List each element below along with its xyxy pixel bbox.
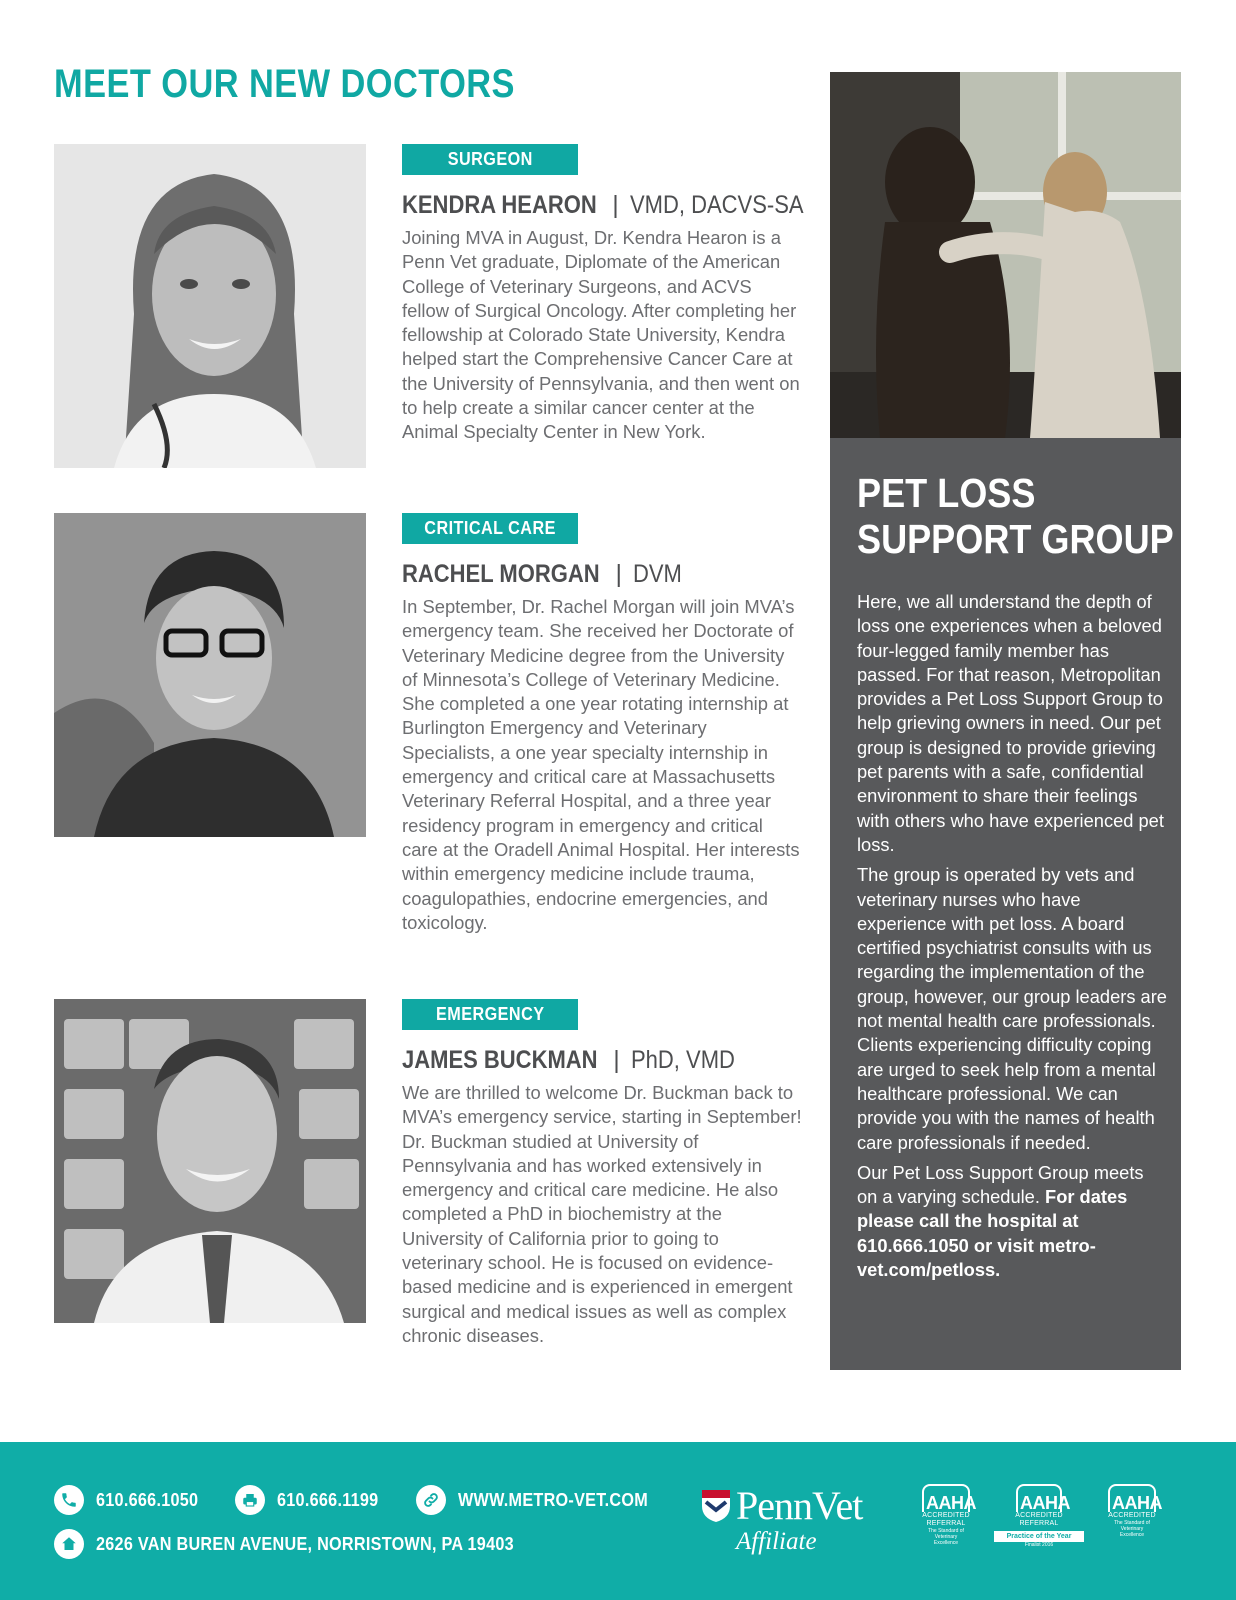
name-separator: |	[613, 1046, 620, 1074]
page-title: MEET OUR NEW DOCTORS	[54, 62, 515, 106]
pennvet-affiliate-logo	[700, 1482, 890, 1562]
doctor-card-morgan	[54, 513, 800, 963]
doctor-card-buckman	[54, 999, 802, 1379]
affiliate-label: Affiliate	[736, 1528, 817, 1555]
sidebar-paragraph: Our Pet Loss Support Group meets on a varying schedule. For dates please call the hospital at 610.666.1050 or visit metro-vet.com/petloss.	[857, 1161, 1144, 1281]
doctor-name-line	[402, 560, 802, 589]
penn-shield-icon	[700, 1488, 732, 1524]
doctor-credentials: VMD, DACVS-SA	[629, 191, 804, 219]
doctor-bio: We are thrilled to welcome Dr. Buckman back to MVA’s emergency service, starting in September! Dr. Buckman studied at University of Pennsylvania and has worked extensively in emergency and critical care medicine. He also completed a PhD in biochemistry at the University of California prior to going to veterinary school. He is focused on evidence-based medicine and is experienced in emergent surgical and medical issues as well as complex chronic diseases.	[402, 1082, 802, 1346]
sidebar-title: PET LOSS SUPPORT GROUP	[857, 470, 1174, 562]
doctor-bio: Joining MVA in August, Dr. Kendra Hearon is a Penn Vet graduate, Diplomate of the American College of Veterinary Surgeons, and ACVS fellow of Surgical Oncology. After completing her fellowship at Colorado State University, Kendra helped start the Comprehensive Cancer Care at the University of Pennsylvania, and then went on to help create a similar cancer center at the Animal Specialty Center in New York.	[402, 227, 800, 443]
home-icon	[54, 1529, 84, 1559]
pennvet-wordmark: PennVet	[736, 1483, 863, 1528]
doctor-info-hearon	[402, 144, 802, 445]
sidebar-paragraph: Here, we all understand the depth of loss one experiences when a beloved four-legged family member has passed. For that reason, Metropolitan provides a Pet Loss Support Group to help grieving owners in need. Our pet group is designed to provide grieving pet parents with a safe, confidential environment to share their feelings with others who have experienced pet loss.	[857, 591, 1164, 855]
doctor-name: JAMES BUCKMAN	[402, 1046, 598, 1074]
doctor-credentials: PhD, VMD	[630, 1046, 735, 1074]
specialty-badge: SURGEON	[402, 144, 578, 175]
footer-address: 2626 VAN BUREN AVENUE, NORRISTOWN, PA 19403	[54, 1529, 560, 1559]
doctor-info-buckman	[402, 999, 802, 1348]
aaha-badge-practice-of-year: AAHA ACCREDITED REFERRAL Practice of the Year Finalist 2016	[994, 1484, 1084, 1548]
doctor-info-morgan	[402, 513, 802, 935]
sidebar-call-to-action: For dates please call the hospital at 610.666.1050 or visit metro-vet.com/petloss.	[857, 1186, 1128, 1281]
link-icon	[416, 1485, 446, 1515]
specialty-badge: EMERGENCY	[402, 999, 578, 1030]
pet-loss-sidebar	[830, 72, 1181, 1370]
footer-website[interactable]: WWW.METRO-VET.COM	[416, 1485, 669, 1515]
doctor-credentials: DVM	[632, 560, 682, 588]
doctor-bio: In September, Dr. Rachel Morgan will join MVA’s emergency team. She received her Doctorate of Veterinary Medicine degree from the University of Minnesota’s College of Veterinary Medicine. She completed a one year rotating internship at Burlington Emergency and Veterinary Specialists, a one year specialty internship in emergency and critical care at Massachusetts Veterinary Referral Hospital, and a three year residency program in emergency and critical care at the Oradell Animal Hospital. Her interests within emergency medicine include trauma, coagulopathies, endocrine emergencies, and toxicology.	[402, 596, 800, 933]
pet-loss-photo	[830, 72, 1181, 438]
name-separator: |	[612, 191, 619, 219]
doctor-photo-buckman	[54, 999, 366, 1323]
sidebar-body	[857, 590, 1167, 1288]
footer-phone[interactable]: 610.666.1050	[54, 1485, 210, 1515]
phone-icon	[54, 1485, 84, 1515]
specialty-badge: CRITICAL CARE	[402, 513, 578, 544]
footer	[0, 1442, 1236, 1600]
footer-fax[interactable]: 610.666.1199	[235, 1485, 390, 1515]
sidebar-paragraph: The group is operated by vets and veterinary nurses who have experience with pet loss. A board certified psychiatrist consults with us regarding the implementation of the group, however, our group leaders are not mental health care professionals. Clients experiencing difficulty coping are urged to seek help from a mental healthcare professional. We can provide you with the names of health care professionals if needed.	[857, 864, 1167, 1153]
doctor-card-hearon	[54, 144, 804, 474]
aaha-badge-referral: AAHA ACCREDITED REFERRAL The Standard of Veterinary Excellence	[922, 1484, 970, 1546]
doctor-name: RACHEL MORGAN	[402, 560, 600, 588]
doctor-photo-morgan	[54, 513, 366, 837]
doctor-name-line	[402, 1046, 802, 1075]
name-separator: |	[615, 560, 622, 588]
doctor-name: KENDRA HEARON	[402, 191, 597, 219]
aaha-badge-accredited: AAHA ACCREDITED The Standard of Veterinary Excellence	[1108, 1484, 1156, 1538]
fax-icon	[235, 1485, 265, 1515]
doctor-name-line	[402, 191, 802, 220]
doctor-photo-hearon	[54, 144, 366, 468]
